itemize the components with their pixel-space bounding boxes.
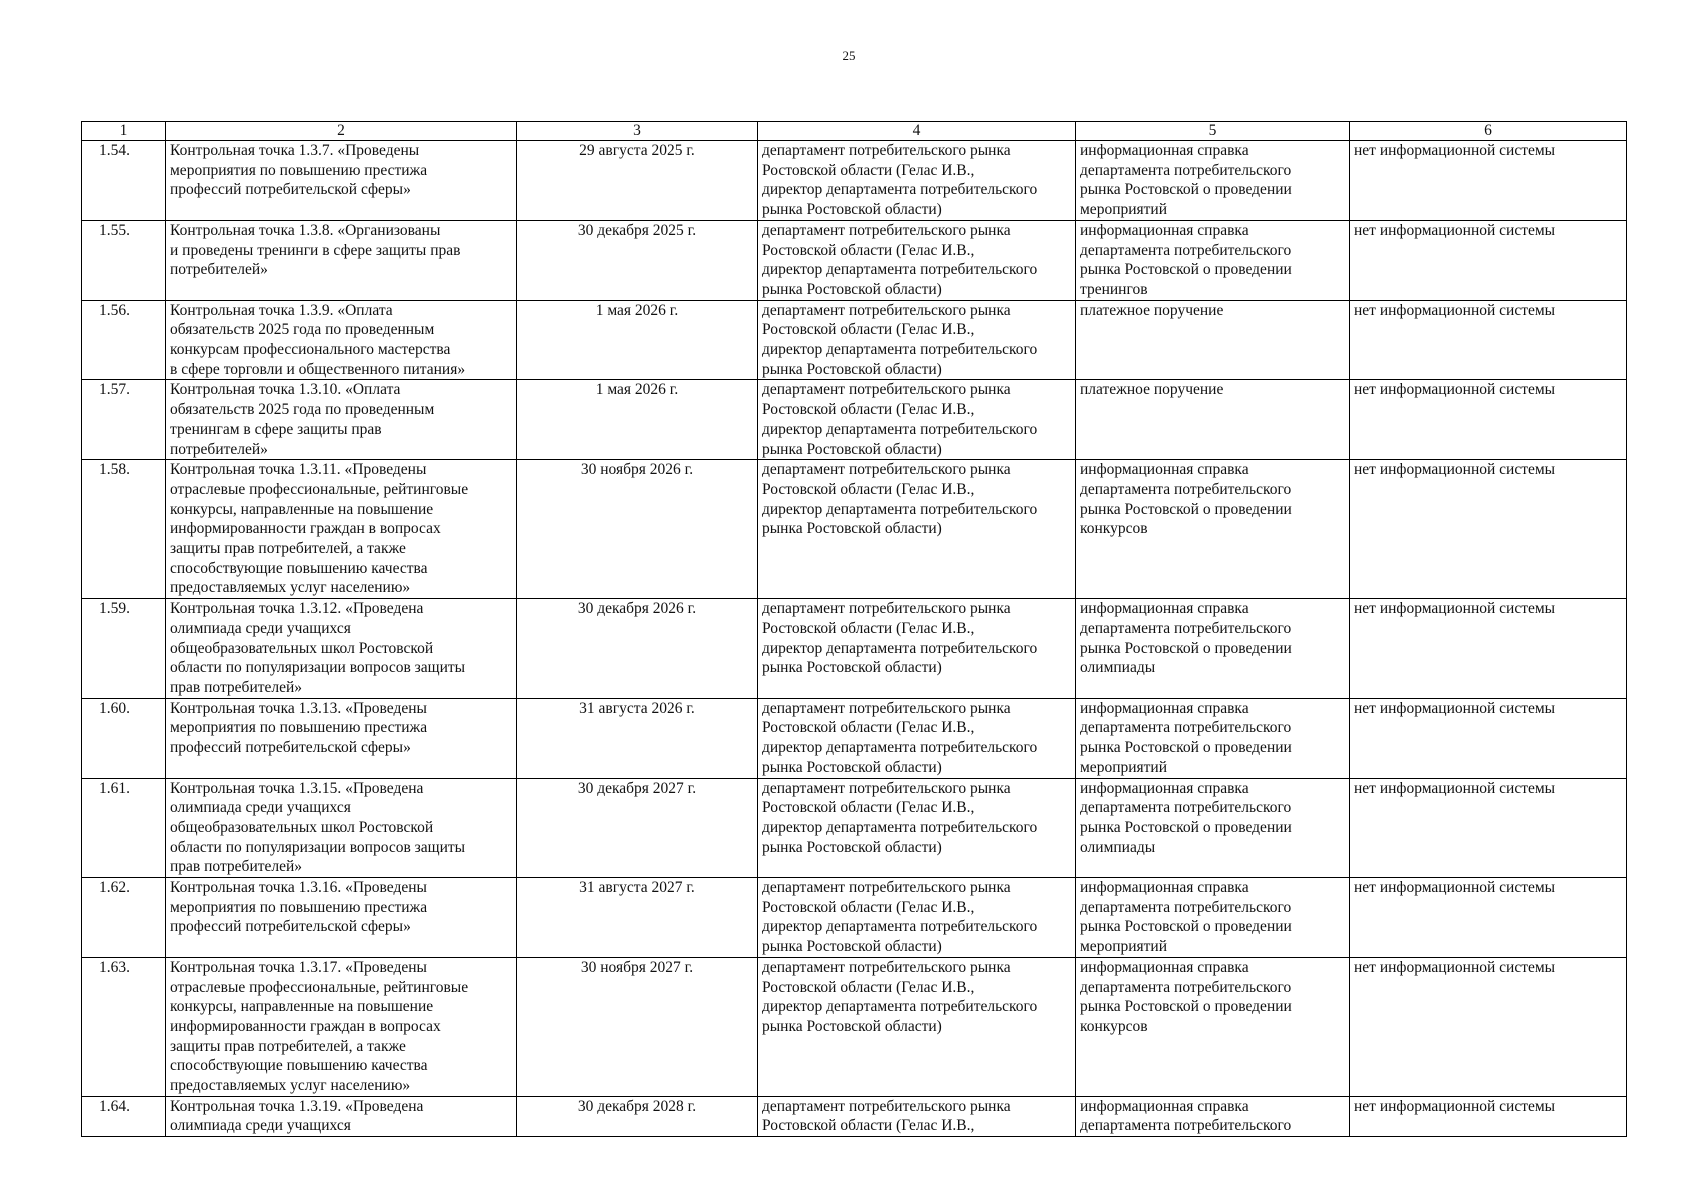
table-row	[82, 300, 1627, 380]
table-row	[82, 460, 1627, 599]
header-col-2: 2	[166, 122, 517, 141]
system-cell: нет информационной системы	[1350, 878, 1627, 958]
responsible-cell: департамент потребительского рынка Ростовской области (Гелас И.В., директор департамента потребительского рынка Ростовской области)	[758, 599, 1076, 699]
date-cell: 30 декабря 2028 г.	[517, 1096, 758, 1136]
header-col-6: 6	[1350, 122, 1627, 141]
date-cell: 30 ноября 2027 г.	[517, 957, 758, 1096]
date-cell: 1 мая 2026 г.	[517, 300, 758, 380]
row-number: 1.61.	[82, 778, 166, 878]
document-cell: информационная справка департамента потребительского рынка Ростовской о проведении конкурсов	[1076, 957, 1350, 1096]
responsible-cell: департамент потребительского рынка Ростовской области (Гелас И.В., директор департамента потребительского рынка Ростовской области)	[758, 778, 1076, 878]
system-cell: нет информационной системы	[1350, 300, 1627, 380]
responsible-cell: департамент потребительского рынка Ростовской области (Гелас И.В., директор департамента потребительского рынка Ростовской области)	[758, 220, 1076, 300]
system-cell: нет информационной системы	[1350, 460, 1627, 599]
date-cell: 30 декабря 2027 г.	[517, 778, 758, 878]
row-number: 1.59.	[82, 599, 166, 699]
date-cell: 31 августа 2026 г.	[517, 698, 758, 778]
responsible-cell: департамент потребительского рынка Ростовской области (Гелас И.В., директор департамента потребительского рынка Ростовской области)	[758, 380, 1076, 460]
event-cell: Контрольная точка 1.3.12. «Проведена олимпиада среди учащихся общеобразовательных школ Ростовской области по популяризации вопросов защиты прав потребителей»	[166, 599, 517, 699]
row-number: 1.63.	[82, 957, 166, 1096]
date-cell: 31 августа 2027 г.	[517, 878, 758, 958]
responsible-cell: департамент потребительского рынка Ростовской области (Гелас И.В., директор департамента потребительского рынка Ростовской области)	[758, 878, 1076, 958]
event-cell: Контрольная точка 1.3.11. «Проведены отраслевые профессиональные, рейтинговые конкурсы, направленные на повышение информированности граждан в вопросах защиты прав потребителей, а также способствующие повышению качества предоставляемых услуг населению»	[166, 460, 517, 599]
system-cell: нет информационной системы	[1350, 957, 1627, 1096]
system-cell: нет информационной системы	[1350, 599, 1627, 699]
system-cell: нет информационной системы	[1350, 380, 1627, 460]
page-number: 25	[842, 48, 856, 63]
system-cell: нет информационной системы	[1350, 1096, 1627, 1136]
event-cell: Контрольная точка 1.3.15. «Проведена олимпиада среди учащихся общеобразовательных школ Ростовской области по популяризации вопросов защиты прав потребителей»	[166, 778, 517, 878]
row-number: 1.57.	[82, 380, 166, 460]
event-cell: Контрольная точка 1.3.19. «Проведена олимпиада среди учащихся	[166, 1096, 517, 1136]
header-col-1: 1	[82, 122, 166, 141]
table-header	[82, 122, 1627, 141]
date-cell: 30 декабря 2026 г.	[517, 599, 758, 699]
document-cell: информационная справка департамента потребительского рынка Ростовской о проведении тренингов	[1076, 220, 1350, 300]
table-body	[82, 141, 1627, 1137]
responsible-cell: департамент потребительского рынка Ростовской области (Гелас И.В., директор департамента потребительского рынка Ростовской области)	[758, 957, 1076, 1096]
event-cell: Контрольная точка 1.3.10. «Оплата обязательств 2025 года по проведенным тренингам в сфере защиты прав потребителей»	[166, 380, 517, 460]
responsible-cell: департамент потребительского рынка Ростовской области (Гелас И.В.,	[758, 1096, 1076, 1136]
document-cell: информационная справка департамента потребительского рынка Ростовской о проведении конкурсов	[1076, 460, 1350, 599]
table-row	[82, 778, 1627, 878]
row-number: 1.58.	[82, 460, 166, 599]
date-cell: 30 декабря 2025 г.	[517, 220, 758, 300]
table-row	[82, 220, 1627, 300]
header-row	[82, 122, 1627, 141]
table-row	[82, 141, 1627, 221]
control-points-table	[81, 121, 1627, 1137]
header-col-4: 4	[758, 122, 1076, 141]
header-col-5: 5	[1076, 122, 1350, 141]
table-row	[82, 878, 1627, 958]
row-number: 1.62.	[82, 878, 166, 958]
event-cell: Контрольная точка 1.3.9. «Оплата обязательств 2025 года по проведенным конкурсам профессионального мастерства в сфере торговли и общественного питания»	[166, 300, 517, 380]
date-cell: 1 мая 2026 г.	[517, 380, 758, 460]
table-row	[82, 957, 1627, 1096]
responsible-cell: департамент потребительского рынка Ростовской области (Гелас И.В., директор департамента потребительского рынка Ростовской области)	[758, 460, 1076, 599]
document-cell: платежное поручение	[1076, 300, 1350, 380]
header-col-3: 3	[517, 122, 758, 141]
row-number: 1.64.	[82, 1096, 166, 1136]
responsible-cell: департамент потребительского рынка Ростовской области (Гелас И.В., директор департамента потребительского рынка Ростовской области)	[758, 300, 1076, 380]
table-row	[82, 1096, 1627, 1136]
responsible-cell: департамент потребительского рынка Ростовской области (Гелас И.В., директор департамента потребительского рынка Ростовской области)	[758, 698, 1076, 778]
table-row	[82, 380, 1627, 460]
document-cell: информационная справка департамента потребительского рынка Ростовской о проведении олимпиады	[1076, 778, 1350, 878]
document-cell: информационная справка департамента потребительского рынка Ростовской о проведении мероприятий	[1076, 878, 1350, 958]
document-cell: информационная справка департамента потребительского рынка Ростовской о проведении мероприятий	[1076, 141, 1350, 221]
event-cell: Контрольная точка 1.3.17. «Проведены отраслевые профессиональные, рейтинговые конкурсы, направленные на повышение информированности граждан в вопросах защиты прав потребителей, а также способствующие повышению качества предоставляемых услуг населению»	[166, 957, 517, 1096]
document-cell: платежное поручение	[1076, 380, 1350, 460]
responsible-cell: департамент потребительского рынка Ростовской области (Гелас И.В., директор департамента потребительского рынка Ростовской области)	[758, 141, 1076, 221]
system-cell: нет информационной системы	[1350, 778, 1627, 878]
event-cell: Контрольная точка 1.3.13. «Проведены мероприятия по повышению престижа профессий потребительской сферы»	[166, 698, 517, 778]
row-number: 1.56.	[82, 300, 166, 380]
event-cell: Контрольная точка 1.3.8. «Организованы и проведены тренинги в сфере защиты прав потребителей»	[166, 220, 517, 300]
event-cell: Контрольная точка 1.3.16. «Проведены мероприятия по повышению престижа профессий потребительской сферы»	[166, 878, 517, 958]
table-row	[82, 599, 1627, 699]
date-cell: 29 августа 2025 г.	[517, 141, 758, 221]
document-cell: информационная справка департамента потребительского	[1076, 1096, 1350, 1136]
document-cell: информационная справка департамента потребительского рынка Ростовской о проведении мероприятий	[1076, 698, 1350, 778]
system-cell: нет информационной системы	[1350, 141, 1627, 221]
table-row	[82, 698, 1627, 778]
row-number: 1.60.	[82, 698, 166, 778]
row-number: 1.55.	[82, 220, 166, 300]
event-cell: Контрольная точка 1.3.7. «Проведены мероприятия по повышению престижа профессий потребительской сферы»	[166, 141, 517, 221]
document-cell: информационная справка департамента потребительского рынка Ростовской о проведении олимпиады	[1076, 599, 1350, 699]
row-number: 1.54.	[82, 141, 166, 221]
system-cell: нет информационной системы	[1350, 220, 1627, 300]
system-cell: нет информационной системы	[1350, 698, 1627, 778]
date-cell: 30 ноября 2026 г.	[517, 460, 758, 599]
